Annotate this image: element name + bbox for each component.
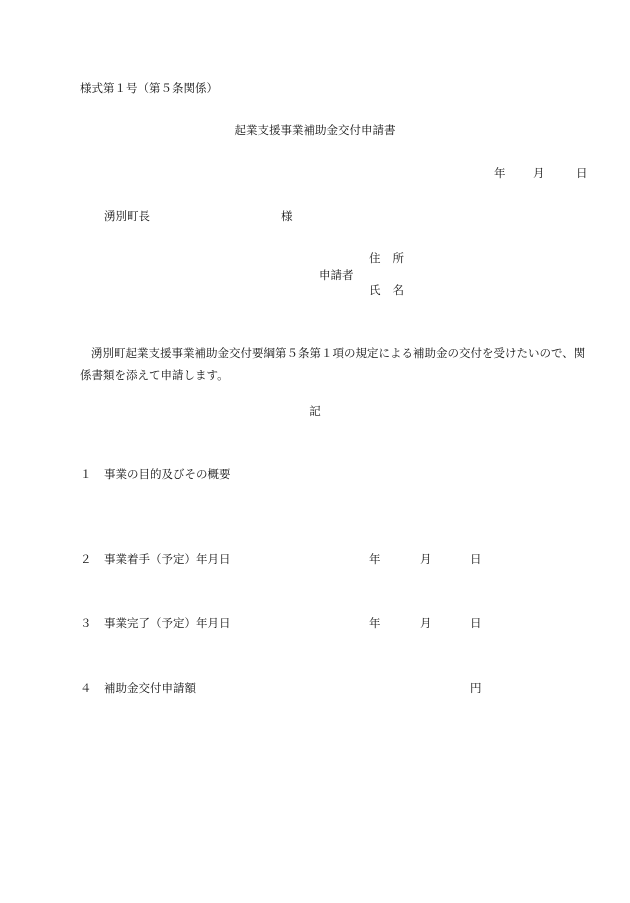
item-3-number: ３ — [80, 616, 92, 630]
item-4-number: ４ — [80, 681, 92, 695]
document-title: 起業支援事業補助金交付申請書 — [234, 123, 396, 137]
honorific: 様 — [281, 209, 293, 223]
form-number: 様式第１号（第５条関係） — [80, 81, 218, 95]
name-label: 氏名 — [369, 283, 416, 297]
item-1-number: １ — [80, 467, 92, 481]
ki-heading: 記 — [309, 404, 321, 418]
item-4-label: 補助金交付申請額 — [104, 681, 196, 695]
item-2-month: 月 — [420, 552, 432, 566]
item-2-year: 年 — [369, 552, 381, 566]
item-1-label: 事業の目的及びその概要 — [104, 467, 231, 481]
address-label: 住所 — [369, 251, 416, 265]
item-3-label: 事業完了（予定）年月日 — [104, 616, 231, 630]
addressee: 湧別町長 — [104, 209, 150, 223]
item-2-day: 日 — [470, 552, 482, 566]
item-2-number: ２ — [80, 552, 92, 566]
item-3-month: 月 — [420, 616, 432, 630]
item-4-unit: 円 — [470, 681, 482, 695]
body-text: 湧別町起業支援事業補助金交付要綱第５条第１項の規定による補助金の交付を受けたいので、関係書類を添えて申請します。 — [80, 346, 586, 382]
item-3-day: 日 — [470, 616, 482, 630]
applicant-label: 申請者 — [319, 268, 354, 282]
item-2-label: 事業着手（予定）年月日 — [104, 552, 231, 566]
date-month: 月 — [533, 166, 545, 180]
date-line — [494, 167, 588, 181]
date-year: 年 — [494, 166, 506, 180]
date-day: 日 — [576, 166, 588, 180]
item-3-year: 年 — [369, 616, 381, 630]
